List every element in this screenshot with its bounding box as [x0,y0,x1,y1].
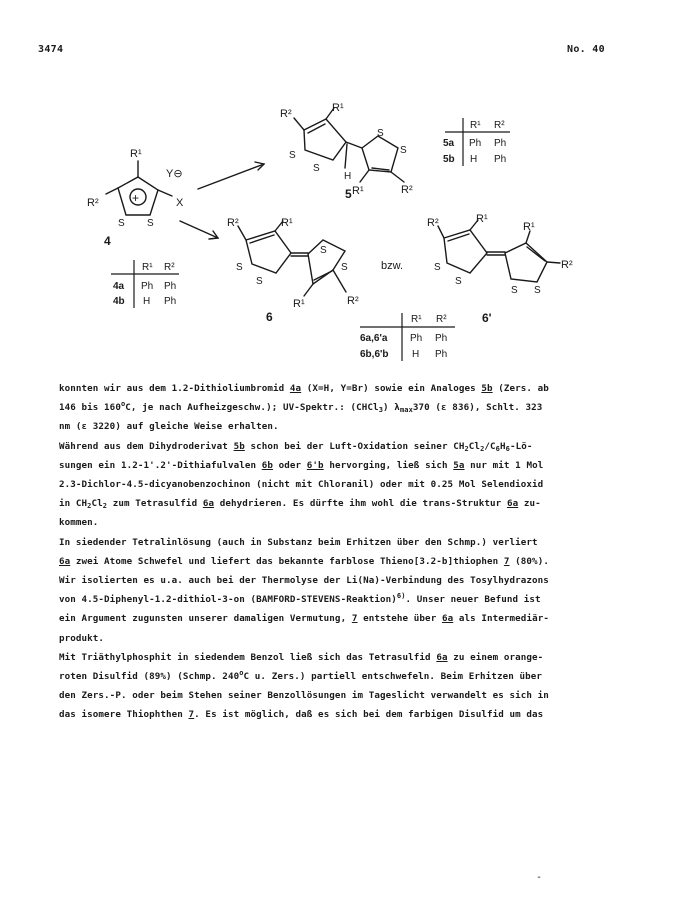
text-line: konnten wir aus dem 1.2-Dithioliumbromid 4a (X=H, Y=Br) sowie ein Analoges 5b (Zers. ab [59,383,549,394]
text-line: Mit Triäthylphosphit in siedendem Benzol ließ sich das Tetrasulfid 6a zu einem orange- [59,651,544,663]
r2-label: R² [427,217,439,229]
ring-s2: S [400,145,407,156]
ring-s2: S [341,262,348,273]
compound-ref: 6a [441,613,454,625]
text-line: den Zers.-P. oder beim Stehen seiner Benzollösungen im Tageslicht verwandelt es sich in [59,690,549,702]
table4-r0c0: 4a [113,281,125,292]
page-number: 3474 [38,44,64,55]
footer-mark: - [536,872,543,883]
compound-ref: 7 [188,709,195,721]
compound-ref: 4a [289,383,302,394]
ring-s2: S [256,276,263,287]
compound-ref: 7 [351,613,358,625]
r2-label: R² [401,184,413,196]
table6-r0c2: Ph [435,333,448,344]
text-line: sungen ein 1.2-1'.2'-Dithiafulvalen 6b oder 6'b hervorging, ließ sich 5a nur mit 1 Mol [59,459,544,471]
ring-s1: S [289,150,296,161]
table4-r1c1: H [143,296,151,307]
table5-h2: R² [494,120,505,131]
table6-h1: R¹ [411,314,422,325]
table5-r1c2: Ph [494,154,507,165]
ring-s1: S [511,285,518,296]
table6-r1c0: 6b,6'b [360,349,389,360]
compound-ref: 6b [261,459,273,471]
body-text [59,379,619,725]
compound-ref: 6a [59,555,71,567]
table4-h2: R² [164,262,175,273]
r2-label: R² [227,217,239,229]
table6-r0c1: Ph [410,333,423,344]
compound-ref: 5b [233,440,245,452]
table4-r1c2: Ph [164,296,177,307]
r2-label: R² [347,295,359,307]
table5-r0c2: Ph [494,138,507,149]
text-line: kommen. [59,517,99,529]
compound-ref: 6'b [306,459,324,471]
compound-ref: 6a [202,498,215,510]
ring-s2: S [534,285,541,296]
text-line: 6a zwei Atome Schwefel und liefert das bekannte farblose Thieno[3.2-b]thiophen 7 (80%). [59,555,549,567]
table4-h1: R¹ [142,262,153,273]
footnote-ref: 6) [396,592,406,601]
table4-r0c1: Ph [141,281,154,292]
ring-s1: S [236,262,243,273]
text-line: nm (ε 3220) auf gleiche Weise erhalten. [59,421,279,433]
table5-r1c1: H [470,154,478,165]
compound-ref: 6a [506,498,519,510]
journal-issue: No. 40 [567,44,605,55]
ring-s1: S [118,218,125,229]
text-line: das isomere Thiophthen 7. Es ist möglich, daß es sich bei dem farbigen Disulfid um das [59,709,544,721]
r2-label: R² [280,108,292,120]
ring-s2: S [455,276,462,287]
charge-plus: + [132,191,140,205]
compound-ref: 7 [503,555,510,567]
r1-label: R¹ [352,185,364,197]
compound-6-prime-label: 6' [482,311,492,325]
r1-label: R¹ [523,221,535,233]
y-minus-label: Y⊖ [166,168,183,180]
ring-s1: S [320,245,327,256]
ring-s2: S [147,218,154,229]
table5-r0c0: 5a [443,138,455,149]
text-line: von 4.5-Diphenyl-1.2-dithiol-3-on (BAMFORD-STEVENS-Reaktion)$^{6)}$. Unser neuer Befund ist [59,592,541,606]
table4-r0c2: Ph [164,281,177,292]
r2-label: R² [87,197,99,209]
text-line: Wir isolierten es u.a. auch bei der Thermolyse der Li(Na)-Verbindung des Tosylhydrazons [59,575,549,587]
x-label: X [176,197,184,209]
table6-r0c0: 6a,6'a [360,333,388,344]
text-line: Während aus dem Dihydroderivat 5b schon bei der Luft-Oxidation seiner $CH_2Cl_2/C_6H_6-Lö-$ [59,440,533,453]
text-line: In siedender Tetralinlösung (auch in Substanz beim Erhitzen über den Schmp.) verliert [59,536,538,548]
table5-r1c0: 5b [443,154,455,165]
r1-label: R¹ [130,148,142,160]
table6-h2: R² [436,314,447,325]
h-label: H [344,171,352,182]
table6-r1c1: H [412,349,420,360]
text-line: produkt. [59,632,105,644]
r1-label: R¹ [293,298,305,310]
compound-ref: 6a [436,651,448,663]
ring-s2: S [313,163,320,174]
r1-label: R¹ [281,217,293,229]
table6-r1c2: Ph [435,349,448,360]
compound-ref: 5b [481,383,493,394]
table4-r1c0: 4b [113,296,125,307]
r1-label: R¹ [476,213,488,225]
text-line: 146 bis 160$^o$C, je nach Aufheizgeschw.); UV-Spektr.: (CHCl$_3$) $\lambda_{max}370$ (ε 836), Schlt. 323 [59,400,543,415]
compound-ref: 5a [453,459,465,471]
compound-6-label: 6 [266,310,273,324]
bzw-label: bzw. [381,260,404,272]
r1-label: R¹ [332,102,344,114]
compound-4-label: 4 [104,234,111,248]
reaction-scheme [0,0,673,375]
text-line: roten Disulfid (89%) (Schmp. 240$^o$C u. Zers.) partiell entschwefeln. Beim Erhitzen über [59,669,542,683]
text-line: 2.3-Dichlor-4.5-dicyanobenzochinon (nicht mit Chloranil) oder mit 0.25 Mol Selendioxid [59,479,544,491]
r2-label: R² [561,259,573,271]
ring-s1: S [377,128,384,139]
compound-5-label: 5 [345,187,352,201]
table5-h1: R¹ [470,120,481,131]
text-line: in $CH_2Cl_2$ zum Tetrasulfid 6a dehydrieren. Es dürfte ihm wohl die trans-Struktur 6a zu- [59,498,541,511]
ring-s1: S [434,262,441,273]
text-line: ein Argument zugunsten unserer damaligen Vermutung, 7 entstehe über 6a als Intermediär- [59,613,549,625]
table5-r0c1: Ph [469,138,482,149]
